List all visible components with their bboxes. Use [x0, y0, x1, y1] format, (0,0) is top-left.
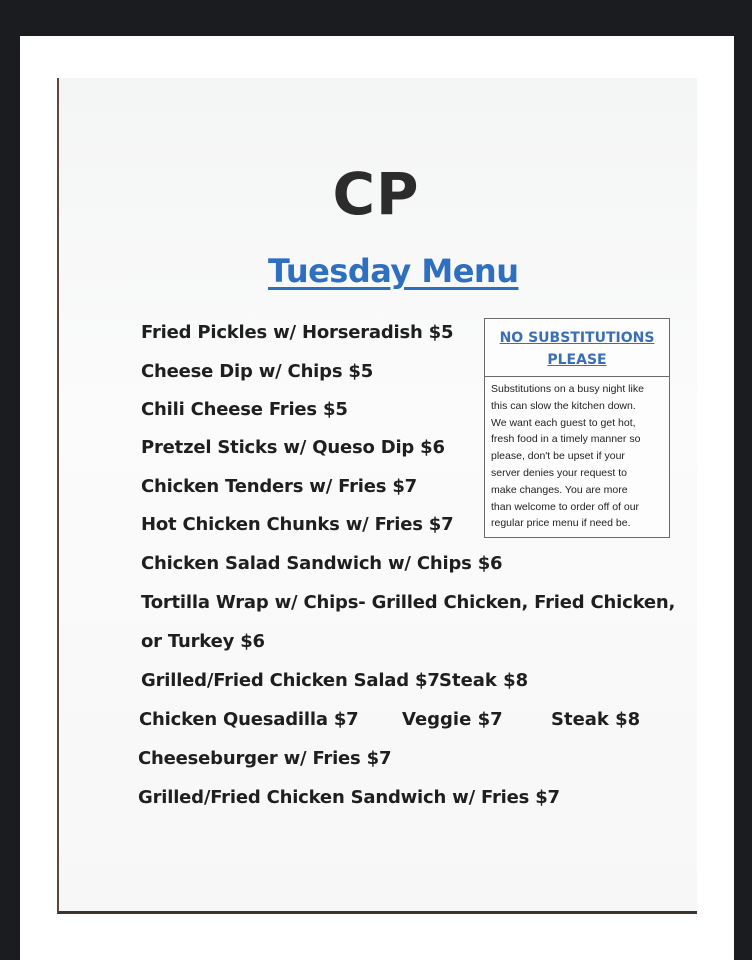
- notice-line: We want each guest to get hot,: [491, 416, 636, 429]
- quesadilla-item: Chicken Quesadilla $7: [139, 709, 359, 730]
- page-title: CP: [332, 160, 420, 228]
- notice-heading: [485, 319, 669, 377]
- menu-item: or Turkey $6: [141, 631, 265, 652]
- notice-line: make changes. You are more: [491, 483, 628, 496]
- notice-line: Substitutions on a busy night like: [491, 383, 644, 395]
- notice-line: regular price menu if need be.: [491, 517, 631, 530]
- cheeseburger-item: Cheeseburger w/ Fries $7: [138, 748, 392, 769]
- notice-line: server denies your request to: [491, 466, 627, 479]
- quesadilla-veggie-option: Veggie $7: [402, 709, 503, 730]
- menu-item: Tortilla Wrap w/ Chips- Grilled Chicken, Fried Chicken,: [141, 592, 676, 613]
- menu-item: Cheese Dip w/ Chips $5: [141, 361, 374, 382]
- menu-item: Hot Chicken Chunks w/ Fries $7: [141, 514, 454, 535]
- chicken-sandwich-item: Grilled/Fried Chicken Sandwich w/ Fries $7: [138, 787, 560, 808]
- notice-body: [491, 381, 667, 532]
- notice-line: fresh food in a timely manner so: [491, 433, 641, 446]
- notice-heading-line: PLEASE: [547, 352, 607, 368]
- menu-item: Chili Cheese Fries $5: [141, 399, 348, 420]
- notice-heading-line: NO SUBSTITUTIONS: [499, 330, 655, 346]
- notice-box: [484, 318, 670, 538]
- notice-line: this can slow the kitchen down.: [491, 399, 636, 412]
- quesadilla-steak-option: Steak $8: [551, 709, 641, 730]
- salad-item: Grilled/Fried Chicken Salad $7: [141, 670, 440, 691]
- menu-item: Fried Pickles w/ Horseradish $5: [141, 322, 454, 343]
- menu-item: Chicken Salad Sandwich w/ Chips $6: [141, 553, 503, 574]
- salad-steak-option: Steak $8: [439, 670, 529, 691]
- menu-item: Chicken Tenders w/ Fries $7: [141, 476, 417, 497]
- menu-item: Pretzel Sticks w/ Queso Dip $6: [141, 437, 445, 458]
- menu-subtitle: Tuesday Menu: [268, 252, 519, 290]
- notice-line: please, don't be upset if your: [491, 450, 625, 463]
- notice-line: than welcome to order off of our: [491, 500, 640, 513]
